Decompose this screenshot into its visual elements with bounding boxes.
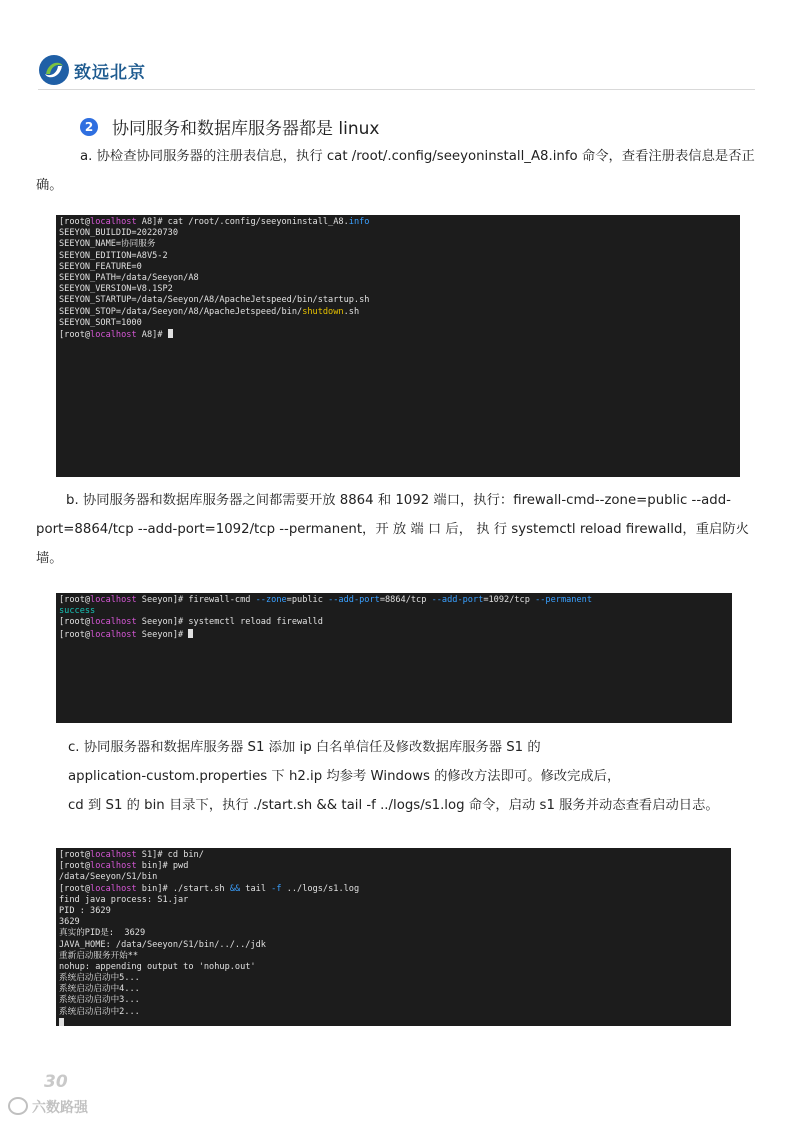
terminal-line [59,595,729,606]
terminal-line [59,228,737,239]
terminal-text: --add-port [328,595,380,605]
terminal-text: .sh [343,306,360,317]
terminal-text: PID : 3629 [59,905,111,916]
terminal-text: A8]# [136,329,168,340]
terminal-line [59,917,728,928]
terminal-text: localhost [90,861,137,872]
seeyon-logo-icon [38,54,70,86]
terminal-text: localhost [90,850,137,860]
page-header [38,54,758,88]
terminal-line [59,1018,728,1026]
section-number-badge: 2 [80,118,98,136]
terminal-line [59,872,728,883]
paragraph-b: b. 协同服务器和数据库服务器之间都需要开放 8864 和 1092 端口，执行：firewall-cmd--zone=public --add-port=8864/tcp --add-port=1092/tcp --permanent，开 放 端 口 后， 执 行 systemctl reload firewalld，重启防火墙。 [36,493,749,566]
terminal-text: [root@ [59,329,91,340]
terminal-text: [root@ [59,595,91,605]
terminal-line [59,1007,728,1018]
terminal-text: /data/Seeyon/S1/bin [59,872,158,883]
terminal-text: -f [271,883,282,894]
terminal-text: S1]# cd bin/ [136,850,204,860]
terminal-text: SEEYON_EDITION=A8V5-2 [59,250,168,261]
terminal-line [59,895,728,906]
terminal-line [59,928,728,939]
page-number: 30 [44,1072,68,1092]
terminal-text: shutdown [302,306,344,317]
terminal-text: [root@ [59,861,91,872]
terminal-text: =1092/tcp [483,595,536,605]
section-heading [80,114,379,139]
terminal-cursor [188,629,193,638]
terminal-line [59,606,729,617]
terminal-text: SEEYON_FEATURE=0 [59,261,142,272]
paragraph-c-line: application-custom.properties 下 h2.ip 均参考 Windows 的修改方法即可。修改完成后， [68,769,621,784]
terminal-text: && [229,883,241,894]
terminal-text: SEEYON_SORT=1000 [59,317,142,328]
paragraph-a: a. 协检查协同服务器的注册表信息，执行 cat /root/.config/seeyoninstall_A8.info 命令，查看注册表信息是否正确。 [36,149,755,193]
terminal-text: SEEYON_STOP=/data/Seeyon/A8/ApacheJetspeed/bin/ [59,306,303,317]
header-divider [38,89,755,90]
terminal-line [59,239,737,250]
terminal-text: [root@ [59,617,91,628]
terminal-text: SEEYON_STARTUP=/data/Seeyon/A8/ApacheJetspeed/bin/startup.sh [59,295,370,306]
terminal-cursor [59,1018,64,1026]
terminal-line [59,861,728,872]
terminal-text: bin]# pwd [136,861,189,872]
terminal-text: SEEYON_NAME=协同服务 [59,239,156,250]
terminal-text: A8]# cat /root/.config/seeyoninstall_A8. [136,217,349,227]
terminal-line [59,329,737,340]
terminal-text: ../logs/s1.log [281,883,360,894]
terminal-text: 系统启动启动中5... [59,973,140,984]
terminal-text: 真实的PID是: 3629 [59,928,146,939]
terminal-text: JAVA_HOME: /data/Seeyon/S1/bin/../../jdk [59,939,266,950]
brand-name: 致远北京 [74,63,146,83]
terminal-line [59,884,728,895]
terminal-text: SEEYON_BUILDID=20220730 [59,228,178,239]
terminal-text: --add-port [431,595,484,605]
terminal-text: Seeyon]# [136,629,189,640]
terminal-line [59,850,728,861]
terminal-text: =public [286,595,329,605]
terminal-text: [root@ [59,217,91,227]
terminal-text: localhost [90,629,137,640]
terminal-line [59,251,737,262]
terminal-line [59,973,728,984]
paragraph-c-line: cd 到 S1 的 bin 目录下，执行 ./start.sh && tail -f ../logs/s1.log 命令，启动 s1 服务并动态查看启动日志。 [68,798,719,813]
terminal-text: localhost [90,883,137,894]
terminal-line [59,273,737,284]
terminal-text: bin]# ./start.sh [136,883,230,894]
terminal-text: [root@ [59,850,91,860]
terminal-line [59,262,737,273]
terminal-line [59,629,729,640]
terminal-text: success [59,606,96,617]
terminal-text: --permanent [535,595,592,605]
terminal-line [59,984,728,995]
section-title: 协同服务和数据库服务器都是 linux [112,119,380,139]
terminal-text: 系统启动启动中2... [59,1006,140,1017]
terminal-line [59,295,737,306]
terminal-screenshot-s1-start [56,848,731,1026]
terminal-line [59,217,737,228]
terminal-text: Seeyon]# systemctl reload firewalld [136,617,323,628]
terminal-text: 重新启动服务开始** [59,950,139,961]
terminal-text: 3629 [59,917,80,928]
watermark-text: 六数路强 [32,1100,88,1116]
terminal-text: localhost [90,595,137,605]
terminal-text: =8864/tcp [379,595,432,605]
terminal-line [59,995,728,1006]
terminal-screenshot-firewall [56,593,732,723]
terminal-line [59,284,737,295]
terminal-line [59,307,737,318]
terminal-text: SEEYON_PATH=/data/Seeyon/A8 [59,272,199,283]
terminal-text: localhost [90,329,137,340]
terminal-cursor [168,329,173,338]
terminal-text: localhost [90,617,137,628]
terminal-line [59,617,729,628]
terminal-text: [root@ [59,629,91,640]
watermark-logo-icon [8,1097,28,1115]
terminal-text: info [348,217,370,227]
terminal-line [59,962,728,973]
terminal-text: nohup: appending output to 'nohup.out' [59,961,256,972]
paragraph-c-line: c. 协同服务器和数据库服务器 S1 添加 ip 白名单信任及修改数据库服务器 S1 的 [68,740,541,755]
terminal-text: 系统启动启动中3... [59,995,140,1006]
paragraph-c [68,733,768,820]
watermark [8,1097,88,1117]
terminal-line [59,318,737,329]
terminal-text: --zone [255,595,287,605]
terminal-text: tail [240,883,272,894]
terminal-text: [root@ [59,883,91,894]
terminal-line [59,951,728,962]
terminal-text: Seeyon]# firewall-cmd [136,595,256,605]
terminal-screenshot-registry [56,215,740,477]
terminal-line [59,940,728,951]
terminal-line [59,906,728,917]
terminal-text: SEEYON_VERSION=V8.1SP2 [59,284,173,295]
terminal-text: 系统启动启动中4... [59,984,140,995]
terminal-text: find java process: S1.jar [59,894,189,905]
terminal-text: localhost [90,217,137,227]
